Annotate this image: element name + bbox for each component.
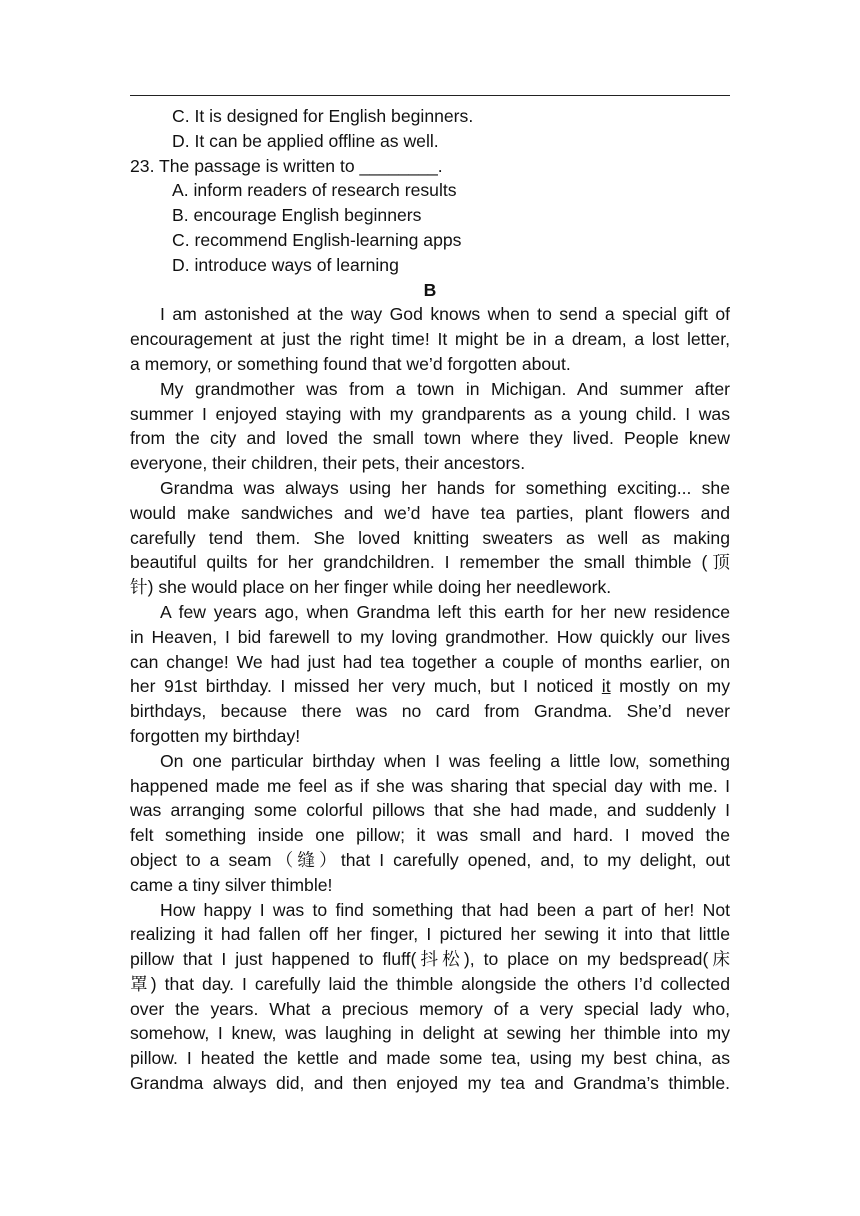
passage-text: her 91st birthday. I missed her very much, but I noticed (130, 676, 602, 697)
section-title: B (423, 279, 437, 300)
passage-line: carefully tend them. She loved knitting sweaters as well as making (130, 527, 730, 548)
question-23-option-a: A. inform readers of research results (172, 180, 457, 201)
passage-line: realizing it had fallen off her finger, I pictured her sewing it into that little (130, 924, 730, 945)
passage-line: somehow, I knew, was laughing in delight at sewing her thimble into my (130, 1023, 730, 1044)
document-body (130, 104, 730, 1096)
passage-line: Grandma always did, and then enjoyed my tea and Grandma’s thimble. (130, 1073, 730, 1094)
question-23-option-c: C. recommend English-learning apps (172, 229, 462, 250)
passage-line: came a tiny silver thimble! (130, 874, 333, 895)
underlined-word: it (601, 676, 611, 697)
passage-line: encouragement at just the right time! It might be in a dream, a lost letter, (130, 329, 730, 350)
passage-line: everyone, their children, their pets, their ancestors. (130, 453, 526, 474)
question-23-stem: 23. The passage is written to ________. (130, 155, 443, 176)
passage-line: can change! We had just had tea together a couple of months earlier, on (130, 651, 730, 672)
passage-line: summer I enjoyed staying with my grandparents as a young child. I was (130, 403, 730, 424)
question-23-option-d: D. introduce ways of learning (172, 254, 399, 275)
option-c-prev: C. It is designed for English beginners. (172, 106, 474, 126)
passage-line: from the city and loved the small town where they lived. People knew (130, 428, 730, 449)
passage-line: pillow. I heated the kettle and made some tea, using my best china, as (130, 1048, 730, 1069)
question-23-option-b: B. encourage English beginners (172, 205, 422, 226)
passage-line: over the years. What a precious memory of a very special lady who, (130, 998, 730, 1019)
passage-line: How happy I was to find something that had been a part of her! Not (160, 899, 730, 920)
passage-line: would make sandwiches and we’d have tea parties, plant flowers and (130, 502, 730, 523)
passage-line: I am astonished at the way God knows when to send a special gift of (160, 304, 730, 325)
passage-line (130, 674, 730, 699)
passage (130, 302, 730, 1096)
passage-line: was arranging some colorful pillows that she had made, and suddenly I (130, 800, 730, 821)
passage-line: 罩) that day. I carefully laid the thimble alongside the others I’d collected (130, 973, 730, 994)
passage-line: On one particular birthday when I was feeling a little low, something (160, 750, 730, 771)
passage-line: My grandmother was from a town in Michigan. And summer after (160, 378, 730, 399)
passage-line: pillow that I just happened to fluff(抖松), to place on my bedspread(床 (130, 949, 730, 970)
passage-line: happened made me feel as if she was sharing that special day with me. I (130, 775, 730, 796)
passage-line: object to a seam（缝）that I carefully opened, and, to my delight, out (130, 849, 730, 870)
passage-line: beautiful quilts for her grandchildren. I remember the small thimble (顶 (130, 552, 730, 573)
passage-line: A few years ago, when Grandma left this earth for her new residence (160, 601, 730, 622)
option-d-prev: D. It can be applied offline as well. (172, 130, 439, 151)
header-rule (130, 95, 730, 96)
passage-line: a memory, or something found that we’d forgotten about. (130, 353, 571, 374)
passage-line: birthdays, because there was no card from Grandma. She’d never (130, 701, 730, 722)
passage-line: forgotten my birthday! (130, 725, 301, 746)
passage-line: 针) she would place on her finger while doing her needlework. (130, 577, 612, 598)
passage-text: mostly on my (610, 676, 730, 697)
passage-line: in Heaven, I bid farewell to my loving grandmother. How quickly our lives (130, 626, 730, 647)
passage-line: felt something inside one pillow; it was small and hard. I moved the (130, 825, 730, 846)
passage-line: Grandma was always using her hands for something exciting... she (160, 477, 730, 498)
